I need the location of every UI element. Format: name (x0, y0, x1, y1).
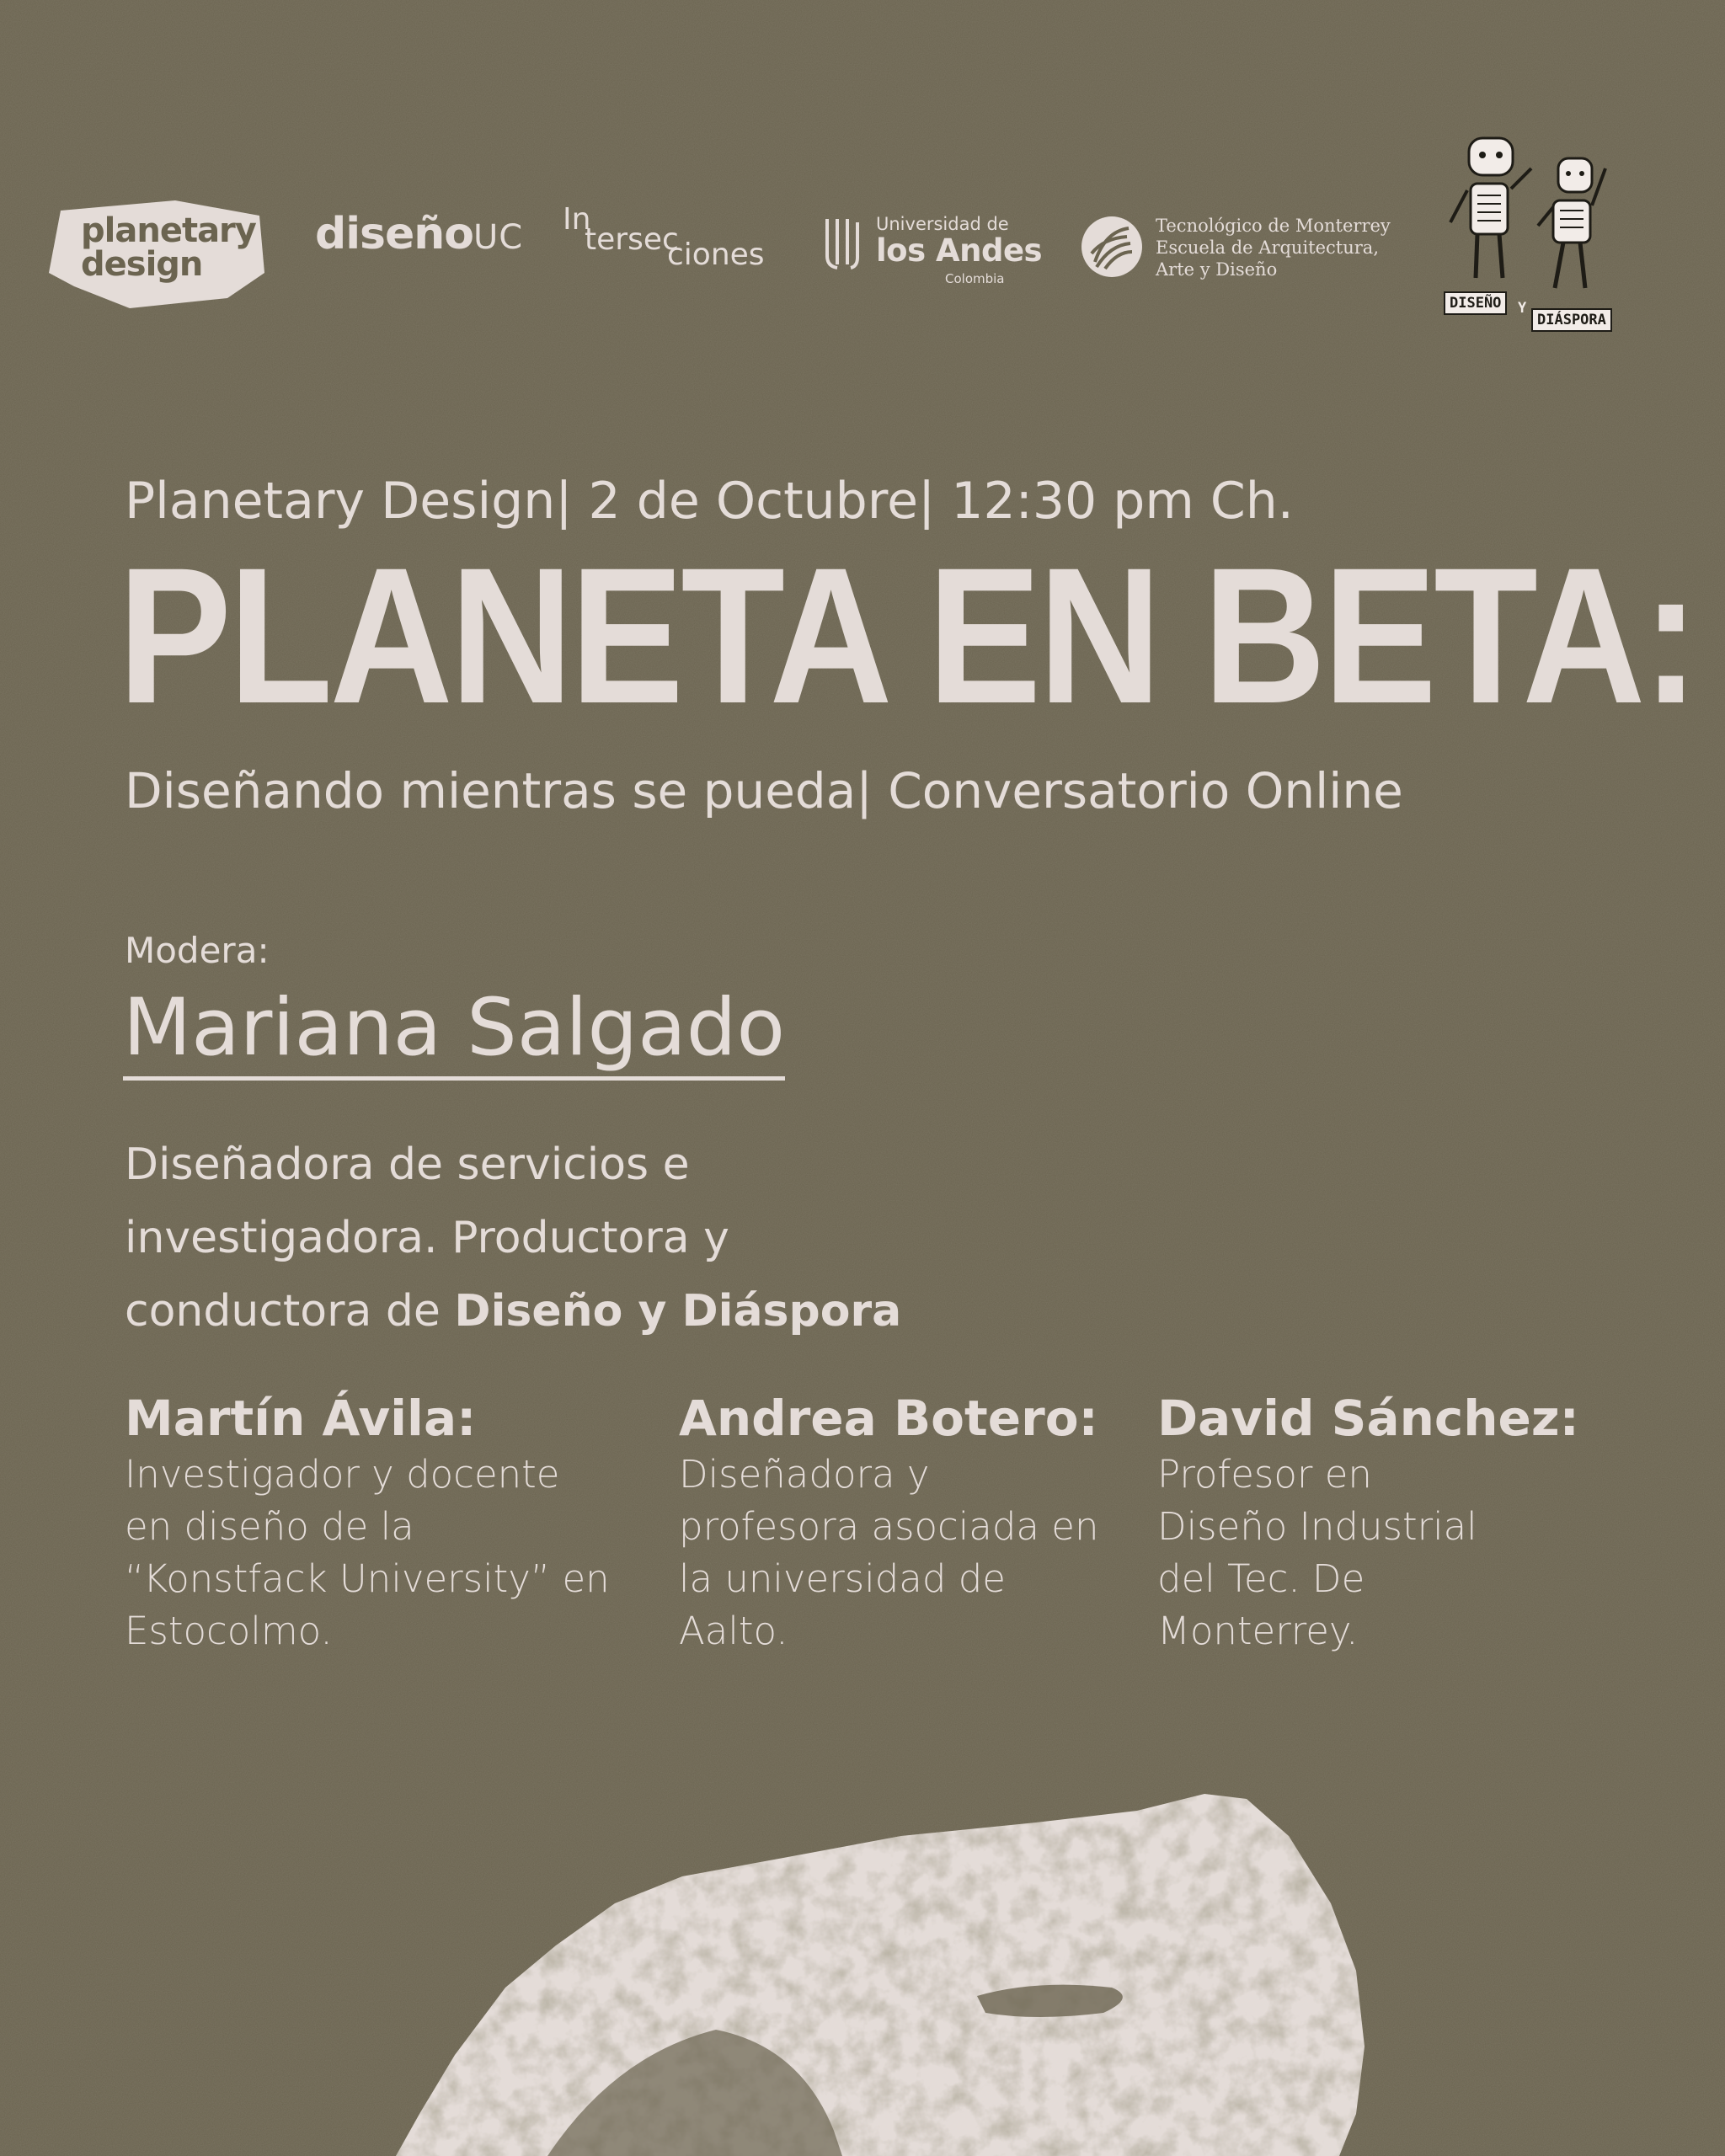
speaker-card (125, 1388, 630, 1657)
diaspora-tag: DIÁSPORA (1531, 308, 1612, 332)
speaker-description: Diseñadora y profesora asociada en la universidad de Aalto. (679, 1452, 1099, 1653)
los-andes-emblem-icon (822, 216, 869, 271)
los-andes-line-2: los Andes (876, 232, 1043, 269)
diseno-uc-main: diseño (315, 209, 474, 259)
diseno-uc-suffix: UC (473, 218, 524, 257)
skeleton-figures-icon (1437, 135, 1629, 295)
y-tag: Y (1518, 300, 1527, 317)
diseno-uc-logo (315, 209, 523, 259)
speaker-description: Profesor en Diseño Industrial del Tec. De Monterrey. (1157, 1452, 1477, 1653)
intersecciones-part-2: tersec (585, 222, 679, 257)
event-title: PLANETA EN BETA: (118, 527, 1696, 744)
tec-seal-icon (1080, 215, 1144, 279)
speaker-description: Investigador y docente en diseño de la “Konstfack University” en Estocolmo. (125, 1452, 610, 1653)
los-andes-line-3: Colombia (945, 271, 1005, 286)
universidad-los-andes-logo (822, 212, 1043, 288)
intersecciones-logo (563, 202, 765, 270)
speaker-name: Martín Ávila: (125, 1390, 477, 1447)
moderator-name: Mariana Salgado (123, 982, 785, 1081)
planetary-design-wordmark: planetary design (81, 211, 256, 284)
diseno-y-diaspora-logo (1437, 135, 1629, 337)
tec-line-2: Escuela de Arquitectura, (1156, 237, 1379, 258)
speaker-card (1157, 1388, 1663, 1657)
planetary-design-logo (49, 195, 266, 310)
speaker-card (679, 1388, 1184, 1657)
speaker-name: Andrea Botero: (679, 1390, 1098, 1447)
tec-line-3: Arte y Diseño (1156, 259, 1278, 280)
los-andes-line-1: Universidad de (876, 214, 1009, 234)
speaker-name: David Sánchez: (1157, 1390, 1579, 1447)
moderator-bio (125, 1129, 933, 1348)
event-details: Planetary Design| 2 de Octubre| 12:30 pm Ch. (125, 472, 1294, 531)
tec-monterrey-logo (1080, 215, 1400, 291)
moderator-label: Modera: (125, 930, 270, 971)
diseno-tag: DISEÑO (1444, 291, 1507, 315)
tec-line-1: Tecnológico de Monterrey (1156, 216, 1391, 236)
rock-illustration (396, 1777, 1373, 2156)
moderator-bio-highlight: Diseño y Diáspora (454, 1286, 902, 1337)
moderator-bio-text: Diseñadora de servicios e investigadora. Productora y conductora de (125, 1139, 729, 1337)
intersecciones-part-1: In (563, 202, 591, 237)
event-subtitle: Diseñando mientras se pueda| Conversatorio Online (125, 762, 1403, 819)
intersecciones-part-3: ciones (667, 237, 765, 272)
